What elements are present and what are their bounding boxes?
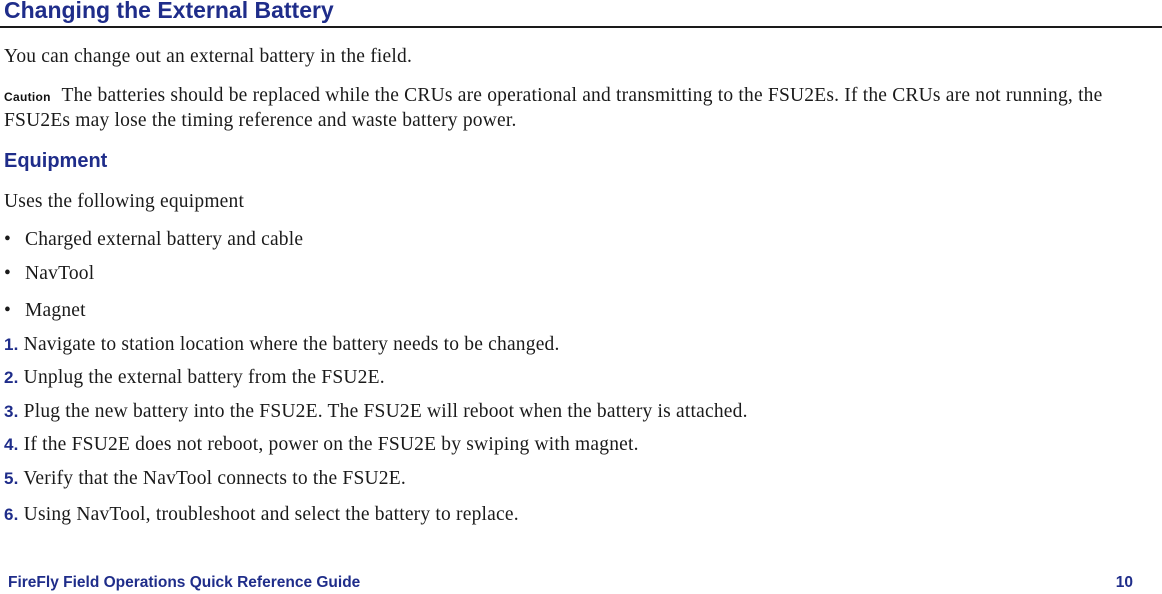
equipment-intro: Uses the following equipment [4, 191, 245, 212]
procedure-step [4, 400, 748, 423]
equipment-heading: Equipment [4, 150, 108, 172]
caution-text: The batteries should be replaced while the CRUs are operational and transmitting to the FSU2Es. If the CRUs are not running, the FSU2Es may lose the timing reference and waste battery power. [4, 85, 1103, 131]
step-text: Navigate to station location where the battery needs to be changed. [23, 334, 560, 355]
procedure-step [4, 333, 560, 356]
page-title: Changing the External Battery [4, 0, 334, 23]
procedure-step [4, 467, 406, 490]
footer-page-number: 10 [1115, 574, 1133, 591]
equipment-list-item [4, 228, 303, 251]
procedure-step [4, 503, 519, 526]
equipment-list-item [4, 299, 86, 322]
equipment-item-label: Charged external battery and cable [25, 229, 304, 250]
bullet-icon: • [4, 300, 12, 321]
step-text: If the FSU2E does not reboot, power on the FSU2E by swiping with magnet. [23, 434, 639, 455]
step-number: 4. [4, 435, 19, 454]
equipment-item-label: Magnet [25, 300, 86, 321]
step-number: 5. [4, 469, 19, 488]
equipment-item-label: NavTool [25, 263, 95, 284]
caution-label: Caution [4, 90, 51, 104]
equipment-list-item [4, 262, 94, 285]
step-text: Plug the new battery into the FSU2E. The FSU2E will reboot when the battery is attached. [23, 401, 748, 422]
bullet-icon: • [4, 263, 12, 284]
step-number: 6. [4, 505, 19, 524]
procedure-step [4, 366, 385, 389]
step-number: 3. [4, 402, 19, 421]
intro-paragraph: You can change out an external battery in the field. [4, 46, 413, 67]
title-underline-divider [0, 26, 1162, 28]
footer-guide-title: FireFly Field Operations Quick Reference Guide [8, 574, 361, 591]
step-number: 2. [4, 368, 19, 387]
step-text: Unplug the external battery from the FSU2E. [23, 367, 385, 388]
procedure-step [4, 433, 639, 456]
step-text: Verify that the NavTool connects to the FSU2E. [23, 468, 406, 489]
step-number: 1. [4, 335, 19, 354]
step-text: Using NavTool, troubleshoot and select the battery to replace. [23, 504, 519, 525]
caution-note [4, 84, 1154, 133]
bullet-icon: • [4, 229, 12, 250]
